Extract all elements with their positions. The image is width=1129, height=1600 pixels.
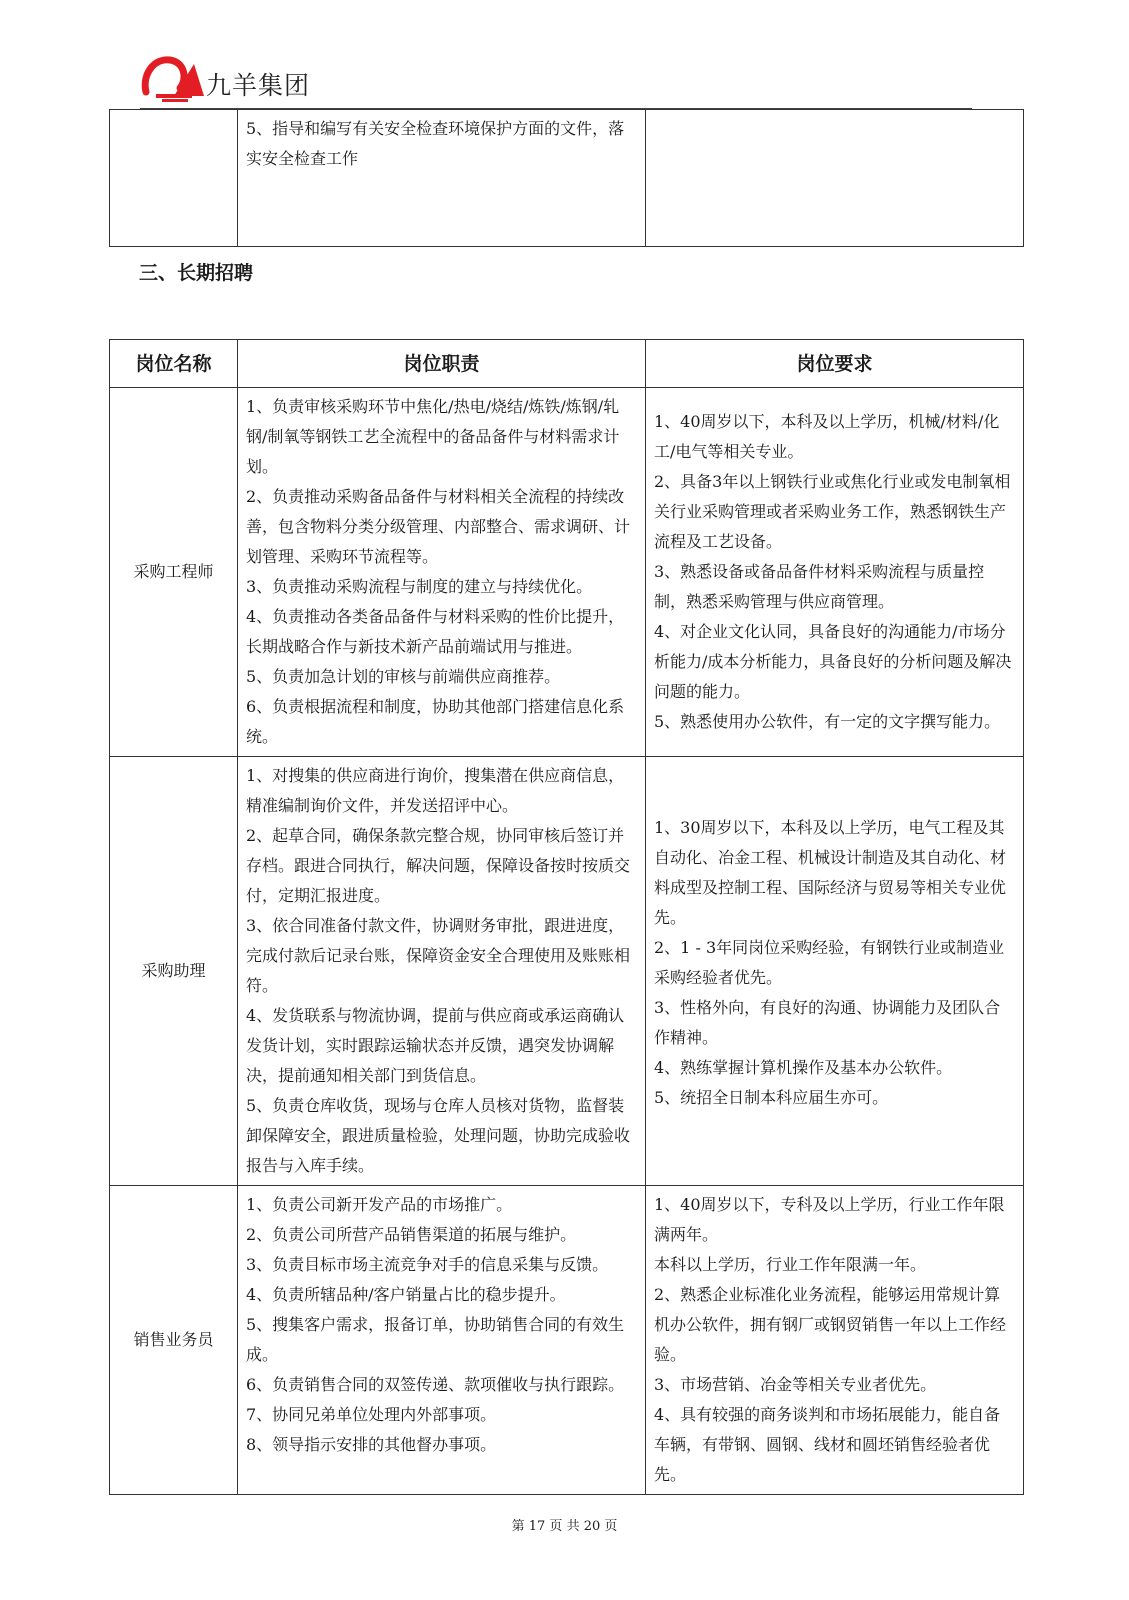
requirement-item: 3、市场营销、冶金等相关专业者优先。 (654, 1375, 937, 1394)
duty-cell: 5、指导和编写有关安全检查环境保护方面的文件，落实安全检查工作 (238, 110, 646, 247)
page-header (140, 52, 972, 109)
duty-item: 8、领导指示安排的其他督办事项。 (246, 1435, 497, 1454)
position-name: 采购工程师 (110, 388, 238, 757)
requirement-item: 本科以上学历，行业工作年限满一年。 (654, 1255, 927, 1274)
requirement-item: 1、40周岁以下，本科及以上学历，机械/材料/化工/电气等相关专业。 (654, 412, 1000, 461)
page-footer: 第 17 页 共 20 页 (511, 1519, 618, 1534)
duties-cell (238, 1186, 646, 1495)
requirement-item: 4、熟练掌握计算机操作及基本办公软件。 (654, 1058, 953, 1077)
position-name: 采购助理 (110, 757, 238, 1186)
requirements-cell (646, 388, 1024, 757)
duty-item: 1、负责审核采购环节中焦化/热电/烧结/炼铁/炼钢/轧钢/制氧等钢铁工艺全流程中的备品备件与材料需求计划。 (246, 397, 620, 476)
duties-cell (238, 388, 646, 757)
position-name: 销售业务员 (110, 1186, 238, 1495)
requirement-item: 2、具备3年以上钢铁行业或焦化行业或发电制氧相关行业采购管理或者采购业务工作，熟悉钢铁生产流程及工艺设备。 (654, 472, 1011, 551)
duty-item: 4、负责推动各类备品备件与材料采购的性价比提升，长期战略合作与新技术新产品前端试用与推进。 (246, 607, 625, 656)
requirements-cell (646, 1186, 1024, 1495)
duty-item: 2、起草合同，确保条款完整合规，协同审核后签订并存档。跟进合同执行，解决问题，保障设备按时按质交付，定期汇报进度。 (246, 826, 631, 905)
requirement-item: 1、40周岁以下，专科及以上学历，行业工作年限满两年。 (654, 1195, 1005, 1244)
requirement-item: 1、30周岁以下，本科及以上学历，电气工程及其自动化、冶金工程、机械设计制造及其自动化、材料成型及控制工程、国际经济与贸易等相关专业优先。 (654, 818, 1007, 927)
jiuyang-logo-icon (140, 52, 212, 104)
table-row (110, 110, 1024, 247)
table-row (110, 388, 1024, 757)
duty-item: 5、搜集客户需求，报备订单，协助销售合同的有效生成。 (246, 1315, 625, 1364)
duty-item: 4、负责所辖品种/客户销量占比的稳步提升。 (246, 1285, 566, 1304)
duty-item: 7、协同兄弟单位处理内外部事项。 (246, 1405, 497, 1424)
header-position-name: 岗位名称 (110, 340, 238, 388)
recruitment-table (109, 339, 1024, 1495)
name-cell (110, 110, 238, 247)
duty-item: 3、负责目标市场主流竞争对手的信息采集与反馈。 (246, 1255, 609, 1274)
duty-item: 1、对搜集的供应商进行询价，搜集潜在供应商信息，精准编制询价文件，并发送招评中心。 (246, 766, 625, 815)
duty-item: 5、负责仓库收货，现场与仓库人员核对货物，监督装卸保障安全，跟进质量检验，处理问题，协助完成验收报告与入库手续。 (246, 1096, 631, 1175)
requirement-item: 2、熟悉企业标准化业务流程，能够运用常规计算机办公软件，拥有钢厂或钢贸销售一年以上工作经验。 (654, 1285, 1007, 1364)
requirement-item: 5、熟悉使用办公软件，有一定的文字撰写能力。 (654, 712, 1001, 731)
table-row (110, 1186, 1024, 1495)
header-duties: 岗位职责 (238, 340, 646, 388)
duty-item: 2、负责推动采购备品备件与材料相关全流程的持续改善，包含物料分类分级管理、内部整合、需求调研、计划管理、采购环节流程等。 (246, 487, 631, 566)
duty-item: 3、负责推动采购流程与制度的建立与持续优化。 (246, 577, 593, 596)
brand-name: 九羊集团 (206, 71, 311, 100)
section-title: 三、长期招聘 (139, 262, 254, 284)
duty-item: 6、负责销售合同的双签传递、款项催收与执行跟踪。 (246, 1375, 625, 1394)
duty-item: 6、负责根据流程和制度，协助其他部门搭建信息化系统。 (246, 697, 625, 746)
duty-item: 3、依合同准备付款文件，协调财务审批，跟进进度，完成付款后记录台账，保障资金安全合理使用及账账相符。 (246, 916, 631, 995)
requirement-item: 3、熟悉设备或备品备件材料采购流程与质量控制，熟悉采购管理与供应商管理。 (654, 562, 985, 611)
header-requirements: 岗位要求 (646, 340, 1024, 388)
requirement-item: 2、1 - 3年同岗位采购经验，有钢铁行业或制造业采购经验者优先。 (654, 938, 1005, 987)
requirement-item: 3、性格外向，有良好的沟通、协调能力及团队合作精神。 (654, 998, 1001, 1047)
table-row (110, 757, 1024, 1186)
requirement-cell (646, 110, 1024, 247)
duty-item: 5、负责加急计划的审核与前端供应商推荐。 (246, 667, 561, 686)
requirement-item: 5、统招全日制本科应届生亦可。 (654, 1088, 889, 1107)
duty-item: 4、发货联系与物流协调，提前与供应商或承运商确认发货计划，实时跟踪运输状态并反馈，遇突发协调解决，提前通知相关部门到货信息。 (246, 1006, 625, 1085)
requirements-cell (646, 757, 1024, 1186)
duty-item: 2、负责公司所营产品销售渠道的拓展与维护。 (246, 1225, 577, 1244)
requirement-item: 4、对企业文化认同，具备良好的沟通能力/市场分析能力/成本分析能力，具备良好的分析问题及解决问题的能力。 (654, 622, 1012, 701)
table-header-row (110, 340, 1024, 388)
requirement-item: 4、具有较强的商务谈判和市场拓展能力，能自备车辆，有带钢、圆钢、线材和圆坯销售经验者优先。 (654, 1405, 1001, 1484)
duty-item: 1、负责公司新开发产品的市场推广。 (246, 1195, 513, 1214)
duties-cell (238, 757, 646, 1186)
continued-table (109, 109, 1024, 247)
